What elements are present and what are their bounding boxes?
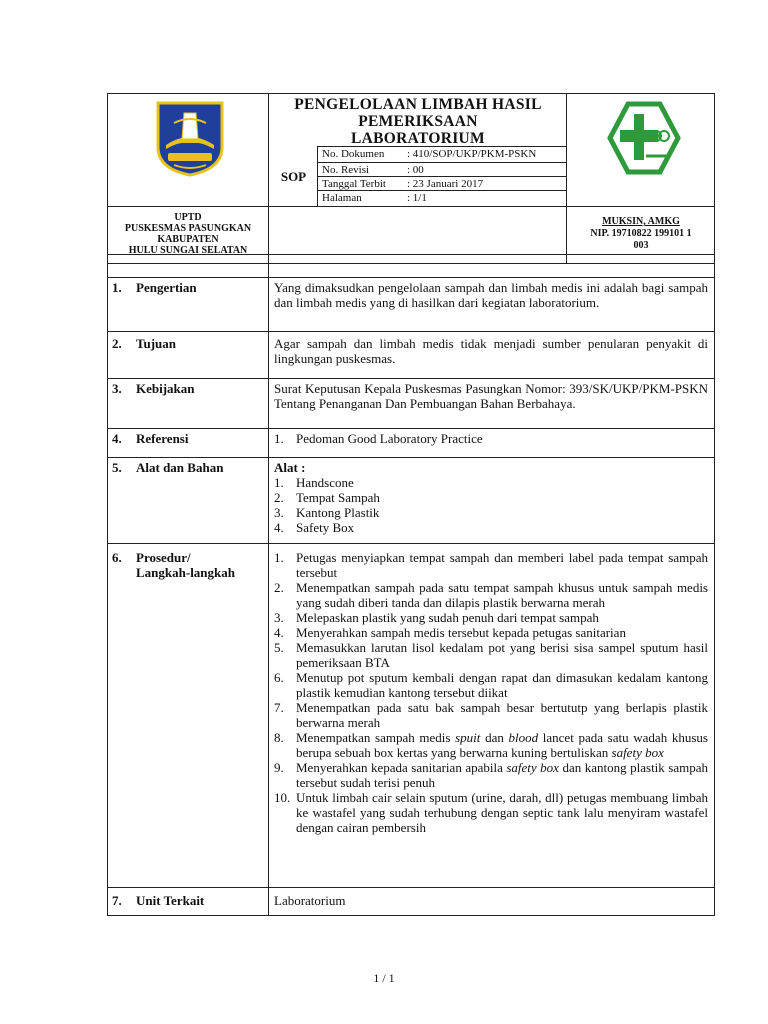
sop-content-table	[107, 264, 715, 916]
section-alat-list	[274, 460, 708, 535]
header-table: PENGELOLAAN LIMBAH HASIL PEMERIKSAAN LABORATORIUM SOP No. Dokumen : 410/SOP/UKP/PKM-PSKN No. Revisi : 00 Tanggal Terbit : 23 Januari 2017 Halaman : 1/1 UPTD PUSKESMAS PASUNGKAN KABUPATEN HULU SUNGAI SELATAN MUKSIN, AMKG NIP. 19710822 199101 1 003	[107, 93, 715, 264]
sop-label: SOP	[280, 169, 307, 184]
signer-nip-cont: 003	[633, 240, 649, 251]
section-unit-label: 7. Unit Terkait	[112, 893, 205, 908]
list-item: 4. Safety Box	[274, 520, 355, 535]
procedure-step-text: Petugas menyiapkan tempat sampah dan memberi label pada tempat sampah tersebut	[296, 550, 708, 580]
puskesmas-logo	[606, 100, 682, 176]
section-referensi-label: 4. Referensi	[112, 431, 189, 446]
procedure-step-text: Menutup pot sputum kembali dengan rapat dan dimasukan kedalam kantong plastik kemudian kantong tersebut diikat	[296, 670, 708, 700]
alat-title: Alat :	[274, 460, 306, 475]
procedure-step: 9. Menyerahkan kepada sanitarian apabila safety box dan kantong plastik sampah tersebut sudah terisi penuh	[274, 760, 709, 790]
procedure-step: 4. Menyerahkan sampah medis tersebut kepada petugas sanitarian	[274, 625, 626, 640]
procedure-step-text: Memasukkan larutan lisol kedalam pot yang berisi sisa sampel sputum hasil pemeriksaan BTA	[296, 640, 708, 670]
procedure-step: 1. Petugas menyiapkan tempat sampah dan memberi label pada tempat sampah tersebut	[274, 550, 708, 580]
section-pengertian-label: 1. Pengertian	[112, 280, 197, 295]
procedure-step: 6. Menutup pot sputum kembali dengan rapat dan dimasukan kedalam kantong plastik kemudian kantong tersebut diikat	[274, 670, 708, 700]
section-tujuan-text: Agar sampah dan limbah medis tidak menjadi sumber penularan penyakit di lingkungan puskesmas.	[274, 336, 708, 366]
signer-name: MUKSIN, AMKG	[602, 216, 680, 227]
section-referensi-list	[274, 431, 708, 446]
document-title: PENGELOLAAN LIMBAH HASIL PEMERIKSAAN LABORATORIUM	[294, 96, 542, 147]
procedure-step-text: Menempatkan sampah pada satu tempat sampah khusus untuk sampah medis yang sudah diberi tanda dan dilapis plastik berwarna merah	[296, 580, 708, 610]
procedure-step: 10. Untuk limbah cair selain sputum (urine, darah, dll) petugas membuang limbah ke wastafel yang sudah terhubung dengan septic tank lalu menyiram wastafel dengan cairan pembersih	[274, 790, 708, 835]
signer-nip: NIP. 19710822 199101 1	[590, 228, 692, 239]
section-tujuan-label: 2. Tujuan	[112, 336, 176, 351]
organization-name: UPTD PUSKESMAS PASUNGKAN KABUPATEN HULU SUNGAI SELATAN	[124, 212, 252, 256]
section-unit-text: Laboratorium	[274, 893, 346, 908]
procedure-step-text: Menyerahkan kepada sanitarian apabila safety box dan kantong plastik sampah tersebut sudah terisi penuh	[296, 760, 709, 790]
procedure-step-text: Menempatkan sampah medis spuit dan blood lancet pada satu wadah khusus berupa sebuah box kertas yang berwarna kuning bertuliskan safety box	[296, 730, 708, 760]
list-item: 2. Tempat Sampah	[274, 490, 380, 505]
procedure-step: 7. Menempatkan pada satu bak sampah besar bertututp yang berlapis plastik berwarna merah	[274, 700, 708, 730]
section-alat-label: 5. Alat dan Bahan	[112, 460, 224, 475]
section-prosedur-label: 6. Prosedur/ Langkah-langkah	[112, 550, 235, 580]
procedure-step-text: Menempatkan pada satu bak sampah besar bertututp yang berlapis plastik berwarna merah	[296, 700, 708, 730]
regency-emblem-logo	[154, 99, 226, 177]
procedure-step-text: Melepaskan plastik yang sudah penuh dari tempat sampah	[296, 610, 599, 625]
procedure-step-text: Untuk limbah cair selain sputum (urine, darah, dll) petugas membuang limbah ke wastafel yang sudah terhubung dengan septic tank lalu menyiram wastafel dengan cairan pembersih	[296, 790, 708, 835]
list-item: 1. Pedoman Good Laboratory Practice	[274, 431, 483, 446]
procedure-step-text: Menyerahkan sampah medis tersebut kepada petugas sanitarian	[296, 625, 626, 640]
procedure-step: 8. Menempatkan sampah medis spuit dan blood lancet pada satu wadah khusus berupa sebuah box kertas yang berwarna kuning bertuliskan safety box	[274, 730, 708, 760]
page-number: 1 / 1	[373, 971, 395, 985]
list-item: 1. Handscone	[274, 475, 354, 490]
procedure-step: 2. Menempatkan sampah pada satu tempat sampah khusus untuk sampah medis yang sudah diberi tanda dan dilapis plastik berwarna merah	[274, 580, 708, 610]
signer-block	[568, 216, 714, 252]
section-pengertian-text: Yang dimaksudkan pengelolaan sampah dan limbah medis ini adalah bagi sampah dan limbah medis yang di hasilkan dari kegiatan laboratorium.	[274, 280, 708, 310]
procedure-step: 3. Melepaskan plastik yang sudah penuh dari tempat sampah	[274, 610, 599, 625]
section-prosedur-list	[274, 550, 708, 835]
procedure-step: 5. Memasukkan larutan lisol kedalam pot yang berisi sisa sampel sputum hasil pemeriksaan BTA	[274, 640, 708, 670]
list-item: 3. Kantong Plastik	[274, 505, 380, 520]
section-kebijakan-text: Surat Keputusan Kepala Puskesmas Pasungkan Nomor: 393/SK/UKP/PKM-PSKN Tentang Penanganan Dan Pembuangan Bahan Berbahaya.	[274, 381, 708, 411]
section-kebijakan-label: 3. Kebijakan	[112, 381, 195, 396]
